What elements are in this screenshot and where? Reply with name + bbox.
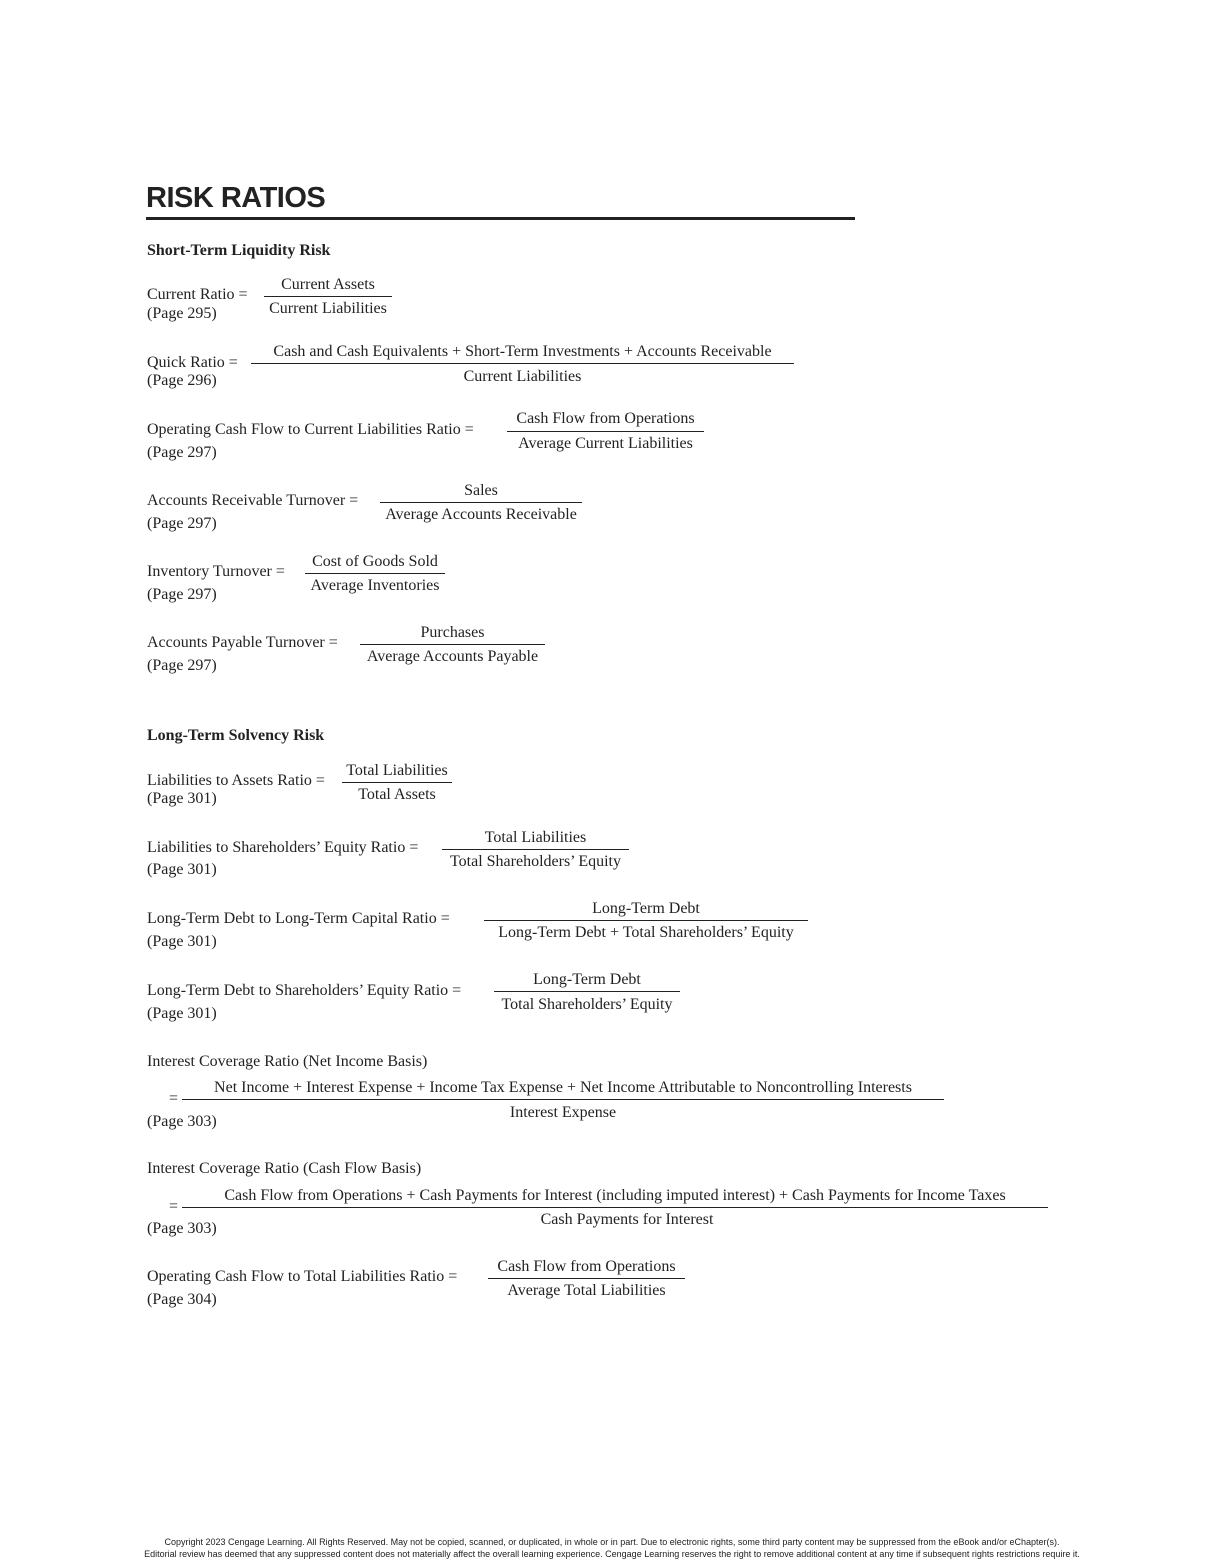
formula-numerator: Purchases: [420, 624, 485, 641]
formula-page: (Page 301): [147, 1005, 217, 1022]
page-title: RISK RATIOS: [146, 182, 326, 214]
fraction-bar: [494, 991, 680, 992]
formula-numerator: Cash Flow from Operations + Cash Payments for Interest (including imputed interest) + Cash Payments for Income Taxes: [224, 1187, 1006, 1204]
formula-denominator: Current Liabilities: [463, 368, 582, 385]
formula-denominator: Average Total Liabilities: [507, 1282, 666, 1299]
formula-name: Operating Cash Flow to Current Liabilities Ratio =: [147, 421, 474, 438]
formula-name: Liabilities to Assets Ratio =: [147, 772, 325, 789]
formula-denominator: Long-Term Debt + Total Shareholders’ Equity: [498, 924, 794, 941]
fraction-bar: [182, 1207, 1048, 1208]
fraction-bar: [264, 296, 392, 297]
fraction-bar: [182, 1099, 944, 1100]
fraction-bar: [251, 363, 794, 364]
formula-page: (Page 303): [147, 1220, 217, 1237]
formula-name: Accounts Payable Turnover =: [147, 634, 338, 651]
title-rule: [146, 217, 855, 220]
formula-denominator: Average Current Liabilities: [518, 435, 693, 452]
equals-sign: =: [169, 1090, 179, 1107]
formula-name: Quick Ratio =: [147, 354, 238, 371]
formula-name: Interest Coverage Ratio (Cash Flow Basis): [147, 1160, 422, 1177]
section-heading-long-term: Long-Term Solvency Risk: [147, 727, 325, 744]
formula-name: Long-Term Debt to Shareholders’ Equity Ratio =: [147, 982, 462, 999]
formula-name: Accounts Receivable Turnover =: [147, 492, 359, 509]
formula-numerator: Total Liabilities: [346, 762, 448, 779]
equals-sign: =: [169, 1198, 179, 1215]
section-heading-short-term: Short-Term Liquidity Risk: [147, 242, 331, 259]
formula-name: Current Ratio =: [147, 286, 248, 303]
fraction-bar: [342, 782, 452, 783]
fraction-bar: [360, 644, 545, 645]
formula-numerator: Total Liabilities: [484, 829, 587, 846]
formula-denominator: Average Accounts Payable: [366, 648, 539, 665]
fraction-bar: [442, 849, 629, 850]
formula-page: (Page 301): [147, 933, 217, 950]
formula-page: (Page 297): [147, 515, 217, 532]
formula-page: (Page 297): [147, 657, 217, 674]
formula-numerator: Long-Term Debt: [592, 900, 700, 917]
formula-denominator: Current Liabilities: [269, 300, 387, 317]
formula-numerator: Cost of Goods Sold: [312, 553, 438, 570]
formula-numerator: Cash and Cash Equivalents + Short-Term Investments + Accounts Receivable: [273, 343, 772, 360]
formula-name: Long-Term Debt to Long-Term Capital Ratio =: [147, 910, 450, 927]
formula-denominator: Cash Payments for Interest: [540, 1211, 714, 1228]
fraction-bar: [484, 920, 808, 921]
fraction-bar: [380, 502, 582, 503]
formula-denominator: Total Shareholders’ Equity: [501, 996, 673, 1013]
formula-page: (Page 301): [147, 861, 217, 878]
formula-numerator: Current Assets: [281, 276, 375, 293]
formula-page: (Page 304): [147, 1291, 217, 1308]
formula-name: Interest Coverage Ratio (Net Income Basis): [147, 1053, 428, 1070]
formula-page: (Page 303): [147, 1113, 217, 1130]
fraction-bar: [305, 573, 445, 574]
copyright-line-2: Editorial review has deemed that any suppressed content does not materially affect the overall learning experience. Cengage Learning reserves the right to remove additional content at any time if subsequent rights restrictions require it.: [144, 1549, 1080, 1559]
fraction-bar: [488, 1278, 685, 1279]
formula-denominator: Total Shareholders’ Equity: [450, 853, 621, 870]
formula-denominator: Average Inventories: [310, 577, 440, 594]
formula-numerator: Net Income + Interest Expense + Income Tax Expense + Net Income Attributable to Noncontrolling Interests: [214, 1079, 912, 1096]
formula-denominator: Total Assets: [358, 786, 436, 803]
formula-name: Operating Cash Flow to Total Liabilities Ratio =: [147, 1268, 458, 1285]
formula-denominator: Average Accounts Receivable: [385, 506, 577, 523]
formula-denominator: Interest Expense: [509, 1104, 617, 1121]
formula-name: Liabilities to Shareholders’ Equity Ratio =: [147, 839, 419, 856]
fraction-bar: [507, 431, 704, 432]
formula-page: (Page 301): [147, 790, 217, 807]
formula-page: (Page 296): [147, 372, 217, 389]
formula-numerator: Cash Flow from Operations: [516, 410, 695, 427]
copyright-line-1: Copyright 2023 Cengage Learning. All Rights Reserved. May not be copied, scanned, or duplicated, in whole or in part. Due to electronic rights, some third party content may be suppressed from the eBook and/or eChapter(s).: [164, 1537, 1060, 1547]
formula-numerator: Long-Term Debt: [533, 971, 641, 988]
formula-page: (Page 297): [147, 444, 217, 461]
formula-numerator: Cash Flow from Operations: [497, 1258, 676, 1275]
formula-name: Inventory Turnover =: [147, 563, 285, 580]
formula-numerator: Sales: [464, 482, 498, 499]
formula-page: (Page 297): [147, 586, 217, 603]
formula-page: (Page 295): [147, 305, 217, 322]
